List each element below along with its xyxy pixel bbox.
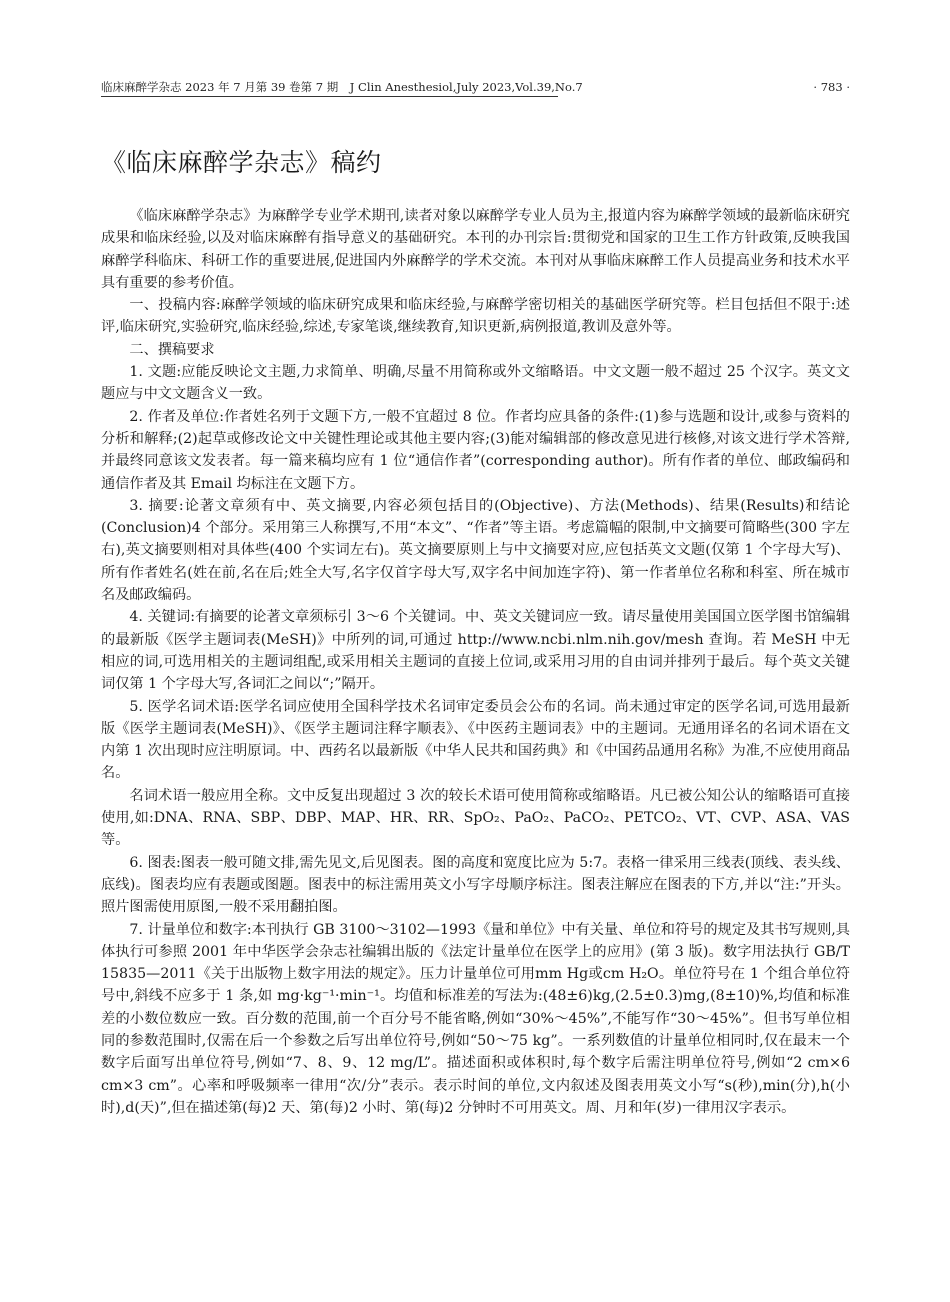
item-abstract: 3. 摘要:论著文章须有中、英文摘要,内容必须包括目的(Objective)、方法(Methods)、结果(Results)和结论(Conclusion)4 个部分。采用第三人称撰写,不用“本文”、“作者”等主语。考虑篇幅的限制,中文摘要可简略些(300 字左右),英文摘要则相对具体些(400 个实词左右)。英文摘要原则上与中文摘要对应,应包括英文文题(仅第 1 个字母大写)、所有作者姓名(姓在前,名在后;姓全大写,名字仅首字母大写,双字名中间加连字符)、第一作者单位名称和科室、所在城市名及邮政编码。: [101, 497, 850, 604]
item-medical-terms: 5. 医学名词术语:医学名词应使用全国科学技术名词审定委员会公布的名词。尚未通过审定的医学名词,可选用最新版《医学主题词表(MeSH)》、《医学主题词注释字顺表》、《中医药主题词表》中的主题词。无通用译名的名词术语在文内第 1 次出现时应注明原词。中、西药名以最新版《中华人民共和国药典》和《中国药品通用名称》为准,不应使用商品名。: [101, 698, 850, 782]
section-heading-writing-requirements: 二、撰稿要求: [129, 341, 215, 358]
running-title: 临床麻醉学杂志 2023 年 7 月第 39 卷第 7 期 J Clin Anesthesiol,July 2023,Vol.39,No.7: [101, 80, 583, 94]
intro-paragraph: 《临床麻醉学杂志》为麻醉学专业学术期刊,读者对象以麻醉学专业人员为主,报道内容为麻醉学领域的最新临床研究成果和临床经验,以及对临床麻醉有指导意义的基础研究。本刊的办刊宗旨:贯彻党和国家的卫生工作方针政策,反映我国麻醉学科临床、科研工作的重要进展,促进国内外麻醉学的学术交流。本刊对从事临床麻醉工作人员提高业务和技术水平具有重要的参考价值。: [101, 208, 850, 291]
section-submission-content: 一、投稿内容:麻醉学领域的临床研究成果和临床经验,与麻醉学密切相关的基础医学研究等。栏目包括但不限于:述评,临床研究,实验研究,临床经验,综述,专家笔谈,继续教育,知识更新,病例报道,教训及意外等。: [101, 297, 850, 336]
item-figures-tables: 6. 图表:图表一般可随文排,需先见文,后见图表。图的高度和宽度比应为 5:7。表格一律采用三线表(顶线、表头线、底线)。图表均应有表题或图题。图表中的标注需用英文小写字母顺序标注。图表注解应在图表的下方,并以“注:”开头。照片图需使用原图,一般不采用翻拍图。: [101, 854, 850, 916]
article-title: 《临床麻醉学杂志》稿约: [101, 148, 382, 177]
item-authors: 2. 作者及单位:作者姓名列于文题下方,一般不宜超过 8 位。作者均应具备的条件:(1)参与选题和设计,或参与资料的分析和解释;(2)起草或修改论文中关键性理论或其他主要内容;(3)能对编辑部的修改意见进行核修,对该文进行学术答辩,并最终同意该文发表者。每一篇来稿均应有 1 位“通信作者”(corresponding author)。所有作者的单位、邮政编码和通信作者及其 Email 均标注在文题下方。: [101, 408, 850, 492]
item-abbreviations: 名词术语一般应用全称。文中反复出现超过 3 次的较长术语可使用简称或缩略语。凡已被公知公认的缩略语可直接使用,如:DNA、RNA、SBP、DBP、MAP、HR、RR、SpO₂、PaO₂、PaCO₂、PETCO₂、VT、CVP、ASA、VAS 等。: [101, 787, 850, 849]
article-body: [101, 205, 850, 1119]
running-header: [101, 79, 850, 95]
item-title: 1. 文题:应能反映论文主题,力求简单、明确,尽量不用简称或外文缩略语。中文文题一般不超过 25 个汉字。英文文题应与中文文题含义一致。: [101, 364, 850, 403]
page-number: · 783 ·: [813, 80, 850, 94]
item-units-numbers: 7. 计量单位和数字:本刊执行 GB 3100～3102—1993《量和单位》中有关量、单位和符号的规定及其书写规则,具体执行可参照 2001 年中华医学会杂志社编辑出版的《法定计量单位在医学上的应用》(第 3 版)。数字用法执行 GB/T 15835—2011《关于出版物上数字用法的规定》。压力计量单位可用mm Hg或cm H₂O。单位符号在 1 个组合单位符号中,斜线不应多于 1 条,如 mg·kg⁻¹·min⁻¹。均值和标准差的写法为:(48±6)kg,(2.5±0.3)mg,(8±10)%,均值和标准差的小数位数应一致。百分数的范围,前一个百分号不能省略,例如“30%～45%”,不能写作“30～45%”。但书写单位相同的参数范围时,仅需在后一个参数之后写出单位符号,例如“50～75 kg”。一系列数值的计量单位相同时,仅在最末一个数字后面写出单位符号,例如“7、8、9、12 mg/L”。描述面积或体积时,每个数字后需注明单位符号,例如“2 cm×6 cm×3 cm”。心率和呼吸频率一律用“次/分”表示。表示时间的单位,文内叙述及图表用英文小写“s(秒),min(分),h(小时),d(天)”,但在描述第(每)2 天、第(每)2 小时、第(每)2 分钟时不可用英文。周、月和年(岁)一律用汉字表示。: [101, 921, 850, 1116]
item-keywords: 4. 关键词:有摘要的论著文章须标引 3～6 个关键词。中、英文关键词应一致。请尽量使用美国国立医学图书馆编辑的最新版《医学主题词表(MeSH)》中所列的词,可通过 http://www.ncbi.nlm.nih.gov/mesh 查询。若 MeSH 中无相应的词,可选用相关的主题词组配,或采用相关主题词的直接上位词,或采用习用的自由词并排列于最后。每个英文关键词仅第 1 个字母大写,各词汇之间以“;”隔开。: [101, 609, 850, 693]
header-rule: [101, 96, 558, 97]
